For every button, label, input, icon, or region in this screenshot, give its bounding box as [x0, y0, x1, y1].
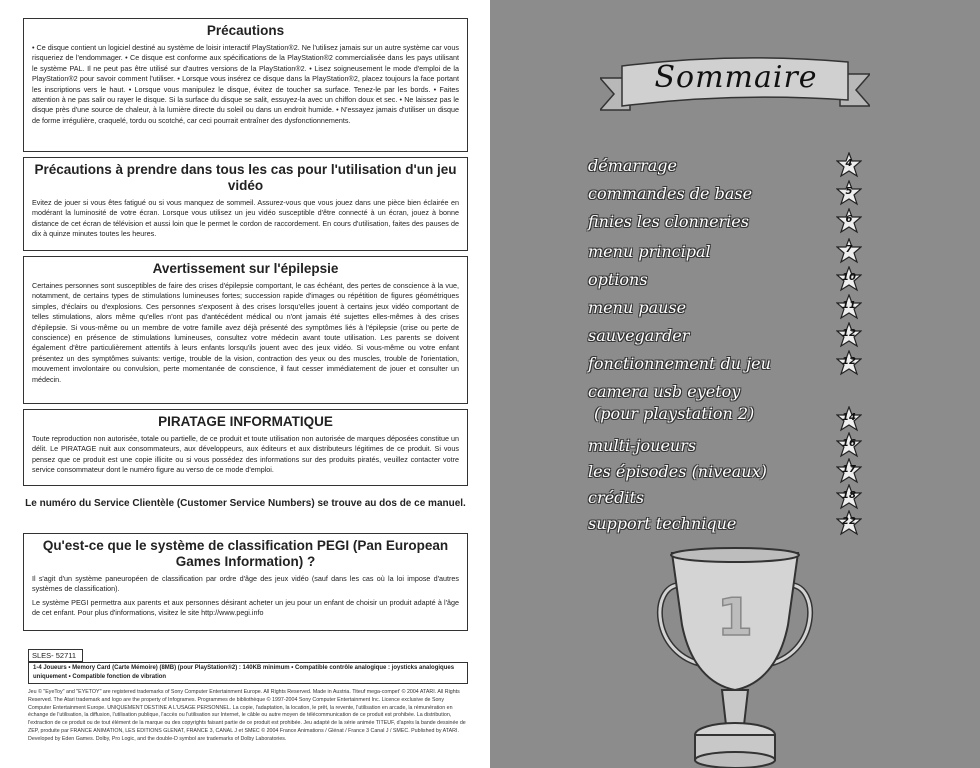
page-number: 12: [842, 328, 856, 339]
toc-label: multi-joueurs: [588, 436, 697, 455]
toc-label-line-2: (pour playstation 2): [594, 404, 755, 423]
pegi-title: Qu'est-ce que le système de classification PEGI (Pan European Games Information) ?: [42, 538, 449, 569]
page-number: 11: [842, 300, 856, 311]
page-star: [836, 510, 862, 536]
trophy-number: 1: [716, 588, 754, 648]
toc-item[interactable]: [588, 382, 878, 432]
page-star: [836, 266, 862, 292]
page-number: 14: [842, 412, 856, 423]
toc-item[interactable]: [588, 462, 878, 486]
epilepsy-text: Certaines personnes sont susceptibles de faire des crises d'épilepsie comportant, le cas échéant, des pertes de conscience à la vue, notamment, de certains types de stimulations lumineuses fortes; succession rapide d'images ou répétition de figures géométriques simples, d'éclairs ou d'explosions. Ces personnes s'exposent à des crises lorsqu'elles jouent à certains jeux vidéo comportant de telles stimulations, alors même qu'elles n'ont pas d'antécédent médical ou n'ont jamais été sujettes elles-mêmes à des crises d'épilepsie. Si vous-même ou un membre de votre famille avez déjà présenté des symptômes liés à l'épilepsie (crise ou perte de conscience) en présence de stimulations lumineuses, consultez votre médecin avant toute utilisation. Les parents se doivent également d'être particulièrement attentifs à leurs enfants lorsqu'ils jouent avec des jeux vidéo. Si vous-même ou votre enfant présentez un des symptômes suivants: vertige, trouble de la vision, contraction des yeux ou des muscles, trouble de l'orientation, mouvement involontaire ou convulsion, perte momentanée de conscience, il faut cesser immédiatement de jouer et consulter un médecin.: [32, 281, 459, 384]
toc-label: support technique: [588, 514, 737, 533]
toc-label: crédits: [588, 488, 645, 507]
precautions-text: • Ce disque contient un logiciel destiné au système de loisir interactif PlayStation®2. Ne l'utilisez jamais sur un autre système car vous risqueriez de l'endommager. • Ce disque est conforme aux spécifications de la PlayStation®2 commercialisée dans les pays utilisant le système PAL. Il ne peut pas être utilisé sur d'autres versions de la PlayStation®2. • Lisez soigneusement le mode d'emploi de la PlayStation®2 pour savoir comment l'utiliser. • Lorsque vous insérez ce disque dans la PlayStation®2, placez toujours la face portant les inscriptions vers le haut. • Lorsque vous manipulez le disque, évitez de toucher sa surface. Tenez-le par les bords. • Faites attention à ne pas salir ou rayer le disque. Si la surface du disque se salit, essuyez-la avec un chiffon doux et sec. • Ne laissez pas le disque près d'une source de chaleur, à la lumière directe du soleil ou dans un endroit humide. • N'essayez jamais d'utiliser un disque de forme irrégulière, craquelé, tordu ou scotché, car ceci pourrait entraîner des dysfonctionnements.: [32, 43, 459, 125]
page-star: [836, 458, 862, 484]
precautions-box: [23, 18, 468, 152]
toc-label: commandes de base: [588, 184, 753, 203]
trophy-illustration: [650, 545, 820, 768]
video-precautions-box: [23, 157, 468, 251]
toc-label: menu pause: [588, 298, 687, 317]
page-star: [836, 208, 862, 234]
toc-label: finies les clonneries: [588, 212, 749, 231]
page-star: [836, 322, 862, 348]
toc-label: fonctionnement du jeu: [588, 354, 771, 373]
page-number: 6: [845, 214, 853, 225]
toc-label: les épisodes (niveaux): [588, 462, 767, 481]
right-page: [490, 0, 980, 768]
toc-label: démarrage: [588, 156, 677, 175]
legal-notice: Jeu © "EyeToy" and "EYETOY" are registered trademarks of Sony Computer Entertainment Europe. All Rights Reserved. Made in Austria. Titeuf mega-compet' © 2004 ATARI. All Rights Reserved. The Atari trademark and logo are the property of Infogrames. Programmes de bibliothèque © 1997-2004 Sony Computer Entertainment Inc. Licence exclusive de Sony Computer Entertainment Europe. UNIQUEMENT DESTINE A L'USAGE PERSONNEL. La copie, l'adaptation, la location, le prêt, la revente, l'utilisation en arcade, la rémunération en échange de l'utilisation, la diffusion, l'utilisation publique, l'accès ou l'utilisation sur Internet, le câble ou autre moyen de télécommunication de ce produit est prohibée. La distribution, l'extraction de ce produit ou de tout élément de la marque ou des copyrights faisant partie de ce produit est prohibée. Jeu adapté de la série animée TITEUF, d'après la bande dessinée de ZEP, produite par FRANCE ANIMATION, LES EDITIONS GLENAT, FRANCE 3, CANAL J et SMEC © 2004 France Animations / Glénat / France 3 Canal J / SMEC. Published by ATARI. Developed by Eden Games. Dolby, Pro Logic, and the double-D symbol are trademarks of Dolby Laboratories.: [28, 689, 466, 742]
toc-item[interactable]: [588, 156, 878, 180]
page-star: [836, 294, 862, 320]
page-star: [836, 152, 862, 178]
toc-label: menu principal: [588, 242, 711, 261]
toc-label: options: [588, 270, 648, 289]
page-number: 7: [845, 244, 853, 255]
customer-service-note: Le numéro du Service Clientèle (Customer Service Numbers) se trouve au dos de ce manuel.: [25, 498, 466, 509]
page-number: 22: [842, 516, 856, 527]
toc-label: sauvegarder: [588, 326, 690, 345]
page-star: [836, 238, 862, 264]
piracy-box: [23, 409, 468, 486]
banner-title: Sommaire: [654, 60, 818, 95]
piracy-title: PIRATAGE INFORMATIQUE: [158, 414, 333, 429]
page-star: [836, 180, 862, 206]
page-star: [836, 484, 862, 510]
product-code: SLES- 52711: [28, 649, 83, 662]
toc-item[interactable]: [588, 514, 878, 538]
toc-item[interactable]: [588, 354, 878, 378]
epilepsy-box: [23, 256, 468, 404]
page-number: 10: [842, 272, 856, 283]
page-number: 18: [842, 490, 856, 501]
epilepsy-title: Avertissement sur l'épilepsie: [152, 261, 339, 276]
page-number: 16: [842, 438, 856, 449]
page-number: 5: [845, 186, 853, 197]
pegi-box: [23, 533, 468, 631]
piracy-text: Toute reproduction non autorisée, totale ou partielle, de ce produit et toute utilisation non autorisée de marques déposées constitue un délit. Le PIRATAGE nuit aux consommateurs, aux développeurs, aux éditeurs et aux distributeurs légitimes de ce produit. Si vous pensez que ce produit est une copie illicite ou si vous possédez des informations sur des produits piratés, veuillez contacter votre service consommateur dont le numéro figure au verso de ce mode d'emploi.: [32, 434, 459, 475]
page-star: [836, 432, 862, 458]
page-number: 12: [842, 356, 856, 367]
toc-item[interactable]: [588, 298, 878, 322]
toc-item[interactable]: [588, 436, 878, 460]
pegi-text-2: Le système PEGI permettra aux parents et aux personnes désirant acheter un jeu pour un enfant de choisir un produit adapté à l'âge de cet enfant. Pour plus d'informations, visitez le site http://www.pegi.info: [32, 597, 459, 618]
toc-item[interactable]: [588, 242, 878, 266]
hardware-specs: 1-4 Joueurs • Memory Card (Carte Mémoire) (8MB) (pour PlayStation®2) : 140KB minimum • Compatible contrôle analogique : joysticks analogiques uniquement • Compatible fonction de vibration: [28, 662, 468, 684]
precautions-title: Précautions: [206, 23, 285, 38]
toc-item[interactable]: [588, 488, 878, 512]
page-number: 17: [842, 464, 856, 475]
page-number: 4: [845, 158, 853, 169]
toc-item[interactable]: [588, 184, 878, 208]
toc-label: camera usb eyetoy: [588, 382, 741, 401]
pegi-text-1: Il s'agit d'un système paneuropéen de classification par ordre d'âge des jeux vidéo (sauf dans les cas où la loi impose d'autres systèmes de classification).: [32, 574, 459, 594]
toc-item[interactable]: [588, 212, 878, 236]
page-star: [836, 406, 862, 432]
video-precautions-title: Précautions à prendre dans tous les cas pour l'utilisation d'un jeu vidéo: [34, 162, 457, 193]
toc-item[interactable]: [588, 270, 878, 294]
toc-item[interactable]: [588, 326, 878, 350]
page-star: [836, 350, 862, 376]
video-precautions-text: Evitez de jouer si vous êtes fatigué ou si vous manquez de sommeil. Assurez-vous que vous jouez dans une pièce bien éclairée en modérant la luminosité de votre écran. Lorsque vous utilisez un jeu vidéo susceptible d'être connecté à un écran, jouez à bonne distance de cet écran de télévision et aussi loin que le permet le cordon de raccordement. En cours d'utilisation, faites des pauses de dix à quinze minutes toutes les heures.: [32, 198, 459, 239]
